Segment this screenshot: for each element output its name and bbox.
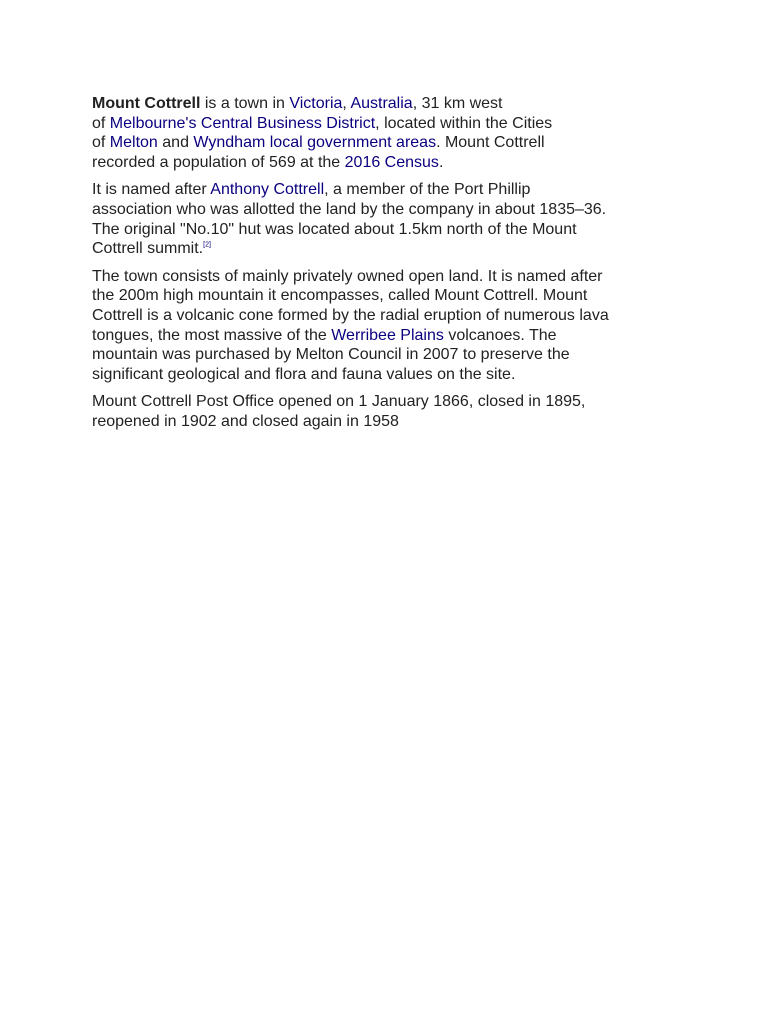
text: is a town in xyxy=(200,95,290,112)
link-melton[interactable]: Melton xyxy=(109,134,158,152)
link-victoria[interactable]: Victoria xyxy=(289,95,343,112)
text: recorded a population of 569 at the xyxy=(92,153,345,171)
text: It is named after xyxy=(92,181,211,199)
text: mountain was purchased by Melton Council in 2007 to preserve the xyxy=(92,346,570,364)
text: tongues, the most massive of the xyxy=(92,326,332,344)
text: volcanoes. The xyxy=(443,326,557,344)
text: significant geological and flora and fauna values on the site. xyxy=(92,365,516,383)
link-anthony-cottrell[interactable]: Anthony Cottrell xyxy=(210,181,325,199)
citation-ref[interactable]: [2] xyxy=(203,241,211,249)
text: association who was allotted the land by the company in about 1835–36. xyxy=(92,200,607,218)
text: Cottrell is a volcanic cone formed by the radial eruption of numerous lava xyxy=(92,306,609,324)
text: and xyxy=(157,134,194,152)
text: Mount Cottrell Post Office opened on 1 January 1866, closed in 1895, xyxy=(92,393,586,411)
link-wyndham[interactable]: Wyndham local government areas xyxy=(193,134,437,152)
text: of xyxy=(92,134,110,152)
link-2016-census[interactable]: 2016 Census xyxy=(344,153,439,171)
text: The original "No.10" hut was located about 1.5km north of the Mount xyxy=(92,220,577,238)
text: , xyxy=(342,95,351,112)
article-subject: Mount Cottrell xyxy=(92,95,201,112)
text: , located within the Cities xyxy=(375,114,553,132)
text: . xyxy=(438,153,444,171)
link-werribee-plains[interactable]: Werribee Plains xyxy=(331,326,444,344)
link-australia[interactable]: Australia xyxy=(350,95,413,112)
text: the 200m high mountain it encompasses, called Mount Cottrell. Mount xyxy=(92,287,588,305)
text: . Mount Cottrell xyxy=(436,134,545,152)
paragraph-geography xyxy=(92,267,692,385)
text: of xyxy=(92,114,110,132)
paragraph-naming xyxy=(92,180,692,258)
article-body xyxy=(92,94,692,440)
paragraph-intro xyxy=(92,94,692,172)
text: reopened in 1902 and closed again in 1958 xyxy=(92,412,399,430)
text: The town consists of mainly privately owned open land. It is named after xyxy=(92,267,603,285)
link-melbourne-cbd[interactable]: Melbourne's Central Business District xyxy=(109,114,376,132)
text: , a member of the Port Phillip xyxy=(324,181,531,199)
paragraph-post-office xyxy=(92,392,692,431)
text: Cottrell summit. xyxy=(92,240,204,258)
text: , 31 km west xyxy=(412,95,503,112)
